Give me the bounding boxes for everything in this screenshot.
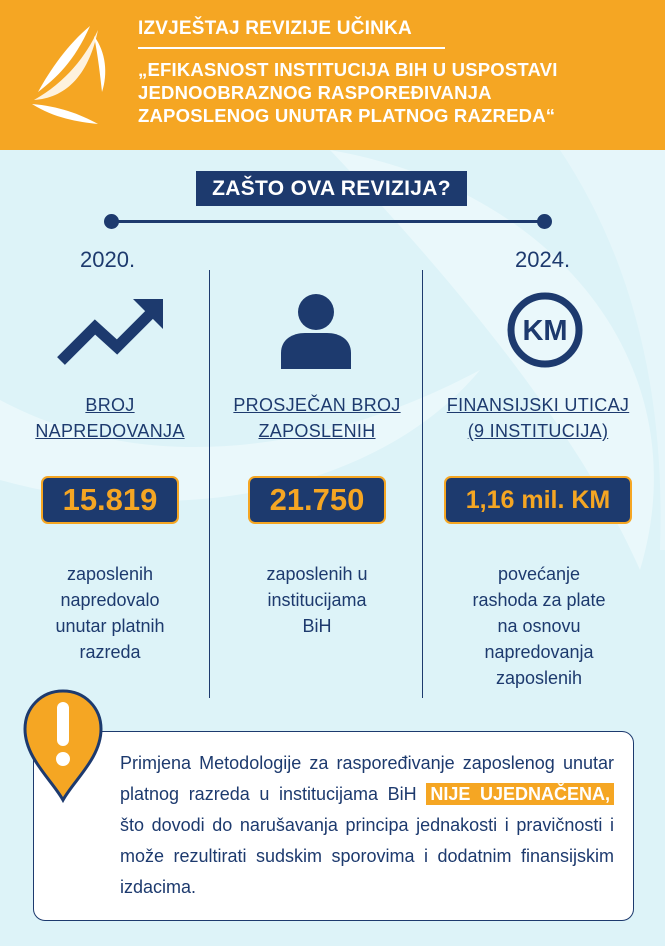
exclamation-alert-icon (22, 688, 104, 803)
stat-description (10, 561, 210, 665)
conclusion-text (120, 748, 614, 903)
institution-logo-icon (28, 22, 128, 127)
desc-line: BiH (302, 616, 332, 636)
km-icon-text: KM (522, 315, 568, 347)
conclusion-highlight: NIJE UJEDNAČENA, (426, 783, 614, 805)
timeline-line (111, 220, 545, 223)
stat-value: 21.750 (248, 476, 386, 524)
stat-description (212, 561, 422, 639)
stat-description (430, 561, 648, 691)
stat-label (10, 392, 210, 444)
desc-line: povećanje (497, 564, 581, 584)
stat-value: 1,16 mil. KM (444, 476, 632, 524)
desc-line: rashoda za plate (472, 590, 606, 610)
stat-label-line: ZAPOSLENIH (258, 421, 376, 441)
desc-line: napredovanja (484, 642, 594, 662)
trend-up-arrow-icon (55, 297, 165, 369)
desc-line: institucijama (267, 590, 367, 610)
desc-line: zaposlenih (66, 564, 154, 584)
timeline-end-year: 2024. (515, 247, 571, 272)
stat-label-line: FINANSIJSKI UTICAJ (446, 395, 630, 415)
stat-label (424, 392, 652, 444)
timeline-start-year: 2020. (80, 247, 136, 272)
stat-label-line: NAPREDOVANJA (35, 421, 185, 441)
stat-label-line: BROJ (85, 395, 135, 415)
report-type: IZVJEŠTAJ REVIZIJE UČINKA (138, 18, 412, 39)
timeline-start-dot (104, 214, 119, 229)
column-divider (422, 270, 423, 698)
conclusion-text-start: Primjena Metodologije za raspoređivanje zaposlenog unutar platnog razreda u institucijama BiH (120, 753, 614, 804)
desc-line: zaposlenih u (266, 564, 368, 584)
conclusion-box (33, 731, 634, 921)
stat-label-line: (9 INSTITUCIJA) (467, 421, 609, 441)
header-divider (138, 47, 445, 49)
km-currency-icon (506, 291, 584, 369)
desc-line: napredovalo (60, 590, 160, 610)
header-banner (0, 0, 665, 150)
conclusion-text-end: što dovodi do narušavanja principa jednakosti i pravičnosti i može rezultirati sudskim sporovima i dodatnim finansijskim izdacima. (120, 815, 614, 897)
report-title: „EFIKASNOST INSTITUCIJA BIH U USPOSTAVI JEDNOOBRAZNOG RASPOREĐIVANJA ZAPOSLENOG UNUTAR PLATNOG RAZREDA“ (138, 59, 558, 126)
person-icon (279, 293, 353, 369)
desc-line: unutar platnih (55, 616, 165, 636)
desc-line: zaposlenih (495, 668, 583, 688)
section-heading: ZAŠTO OVA REVIZIJA? (196, 171, 467, 206)
stat-label-line: PROSJEČAN BROJ (233, 395, 401, 415)
stat-value: 15.819 (41, 476, 179, 524)
desc-line: na osnovu (497, 616, 581, 636)
stat-label (212, 392, 422, 444)
timeline-end-dot (537, 214, 552, 229)
desc-line: razreda (79, 642, 141, 662)
